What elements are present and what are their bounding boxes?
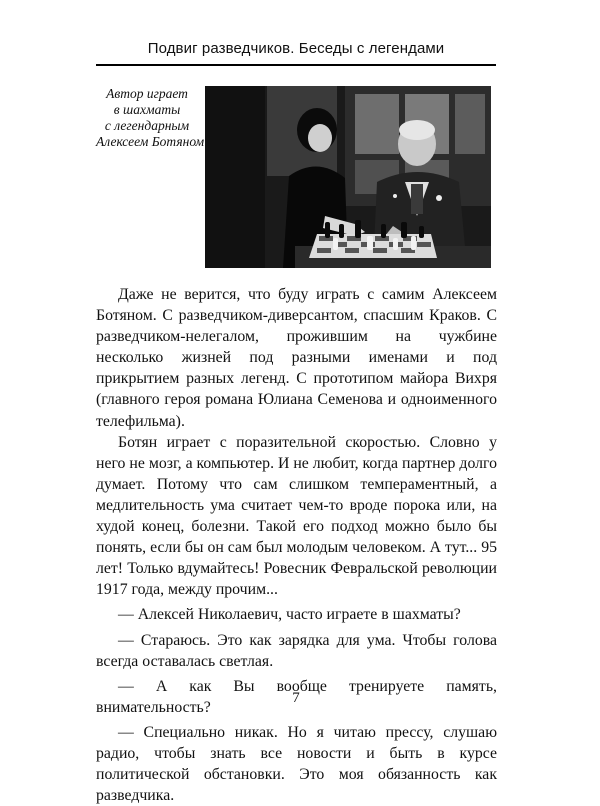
dialogue-line: — А как Вы вообще тренируете память, внимательность? bbox=[96, 677, 497, 716]
article-body bbox=[96, 284, 497, 806]
chess-photo bbox=[205, 86, 491, 268]
caption-line: с легендарным bbox=[104, 118, 190, 133]
dialogue-line: — Специально никак. Но я читаю прессу, слушаю радио, чтобы знать все новости и быть в курсе политической обстановки. Это моя обязанность как разведчика. bbox=[96, 723, 497, 805]
chess-photo-image bbox=[205, 86, 491, 268]
paragraph: Ботян играет с поразительной скоростью. Словно у него не мозг, а компьютер. И не любит, когда партнер долго думает. Потому что сам слишком темпераментный, а медлительность ума считает чем-то вроде порока или, на худой конец, болезни. Такой его подход можно было бы понять, если бы он сам был молодым человеком. А тут... 95 лет! Только вдумайтесь! Ровесник Февральской революции 1917 года, между прочим... bbox=[96, 433, 497, 599]
dialogue-line: — Стараюсь. Это как зарядка для ума. Чтобы голова всегда оставалась светлая. bbox=[96, 631, 497, 670]
paragraph: Даже не верится, что буду играть с самим Алексеем Ботяном. С разведчиком-диверсантом, спасшим Краков. С разведчиком-нелегалом, прожившим на чужбине несколько жизней под разными именами и под прикрытием разных легенд. С прототипом майора Вихря (главного героя романа Юлиана Семенова и одноименного телефильма). bbox=[96, 286, 497, 430]
header-rule bbox=[96, 64, 496, 66]
photo-caption bbox=[96, 86, 205, 150]
caption-line: Алексеем Ботяном bbox=[96, 134, 205, 149]
running-header: Подвиг разведчиков. Беседы с легендами bbox=[147, 40, 445, 57]
caption-line: Автор играет bbox=[106, 86, 188, 101]
page-number: 7 bbox=[292, 690, 300, 706]
dialogue-line: — Алексей Николаевич, часто играете в шахматы? bbox=[118, 606, 461, 624]
caption-line: в шахматы bbox=[113, 102, 181, 117]
